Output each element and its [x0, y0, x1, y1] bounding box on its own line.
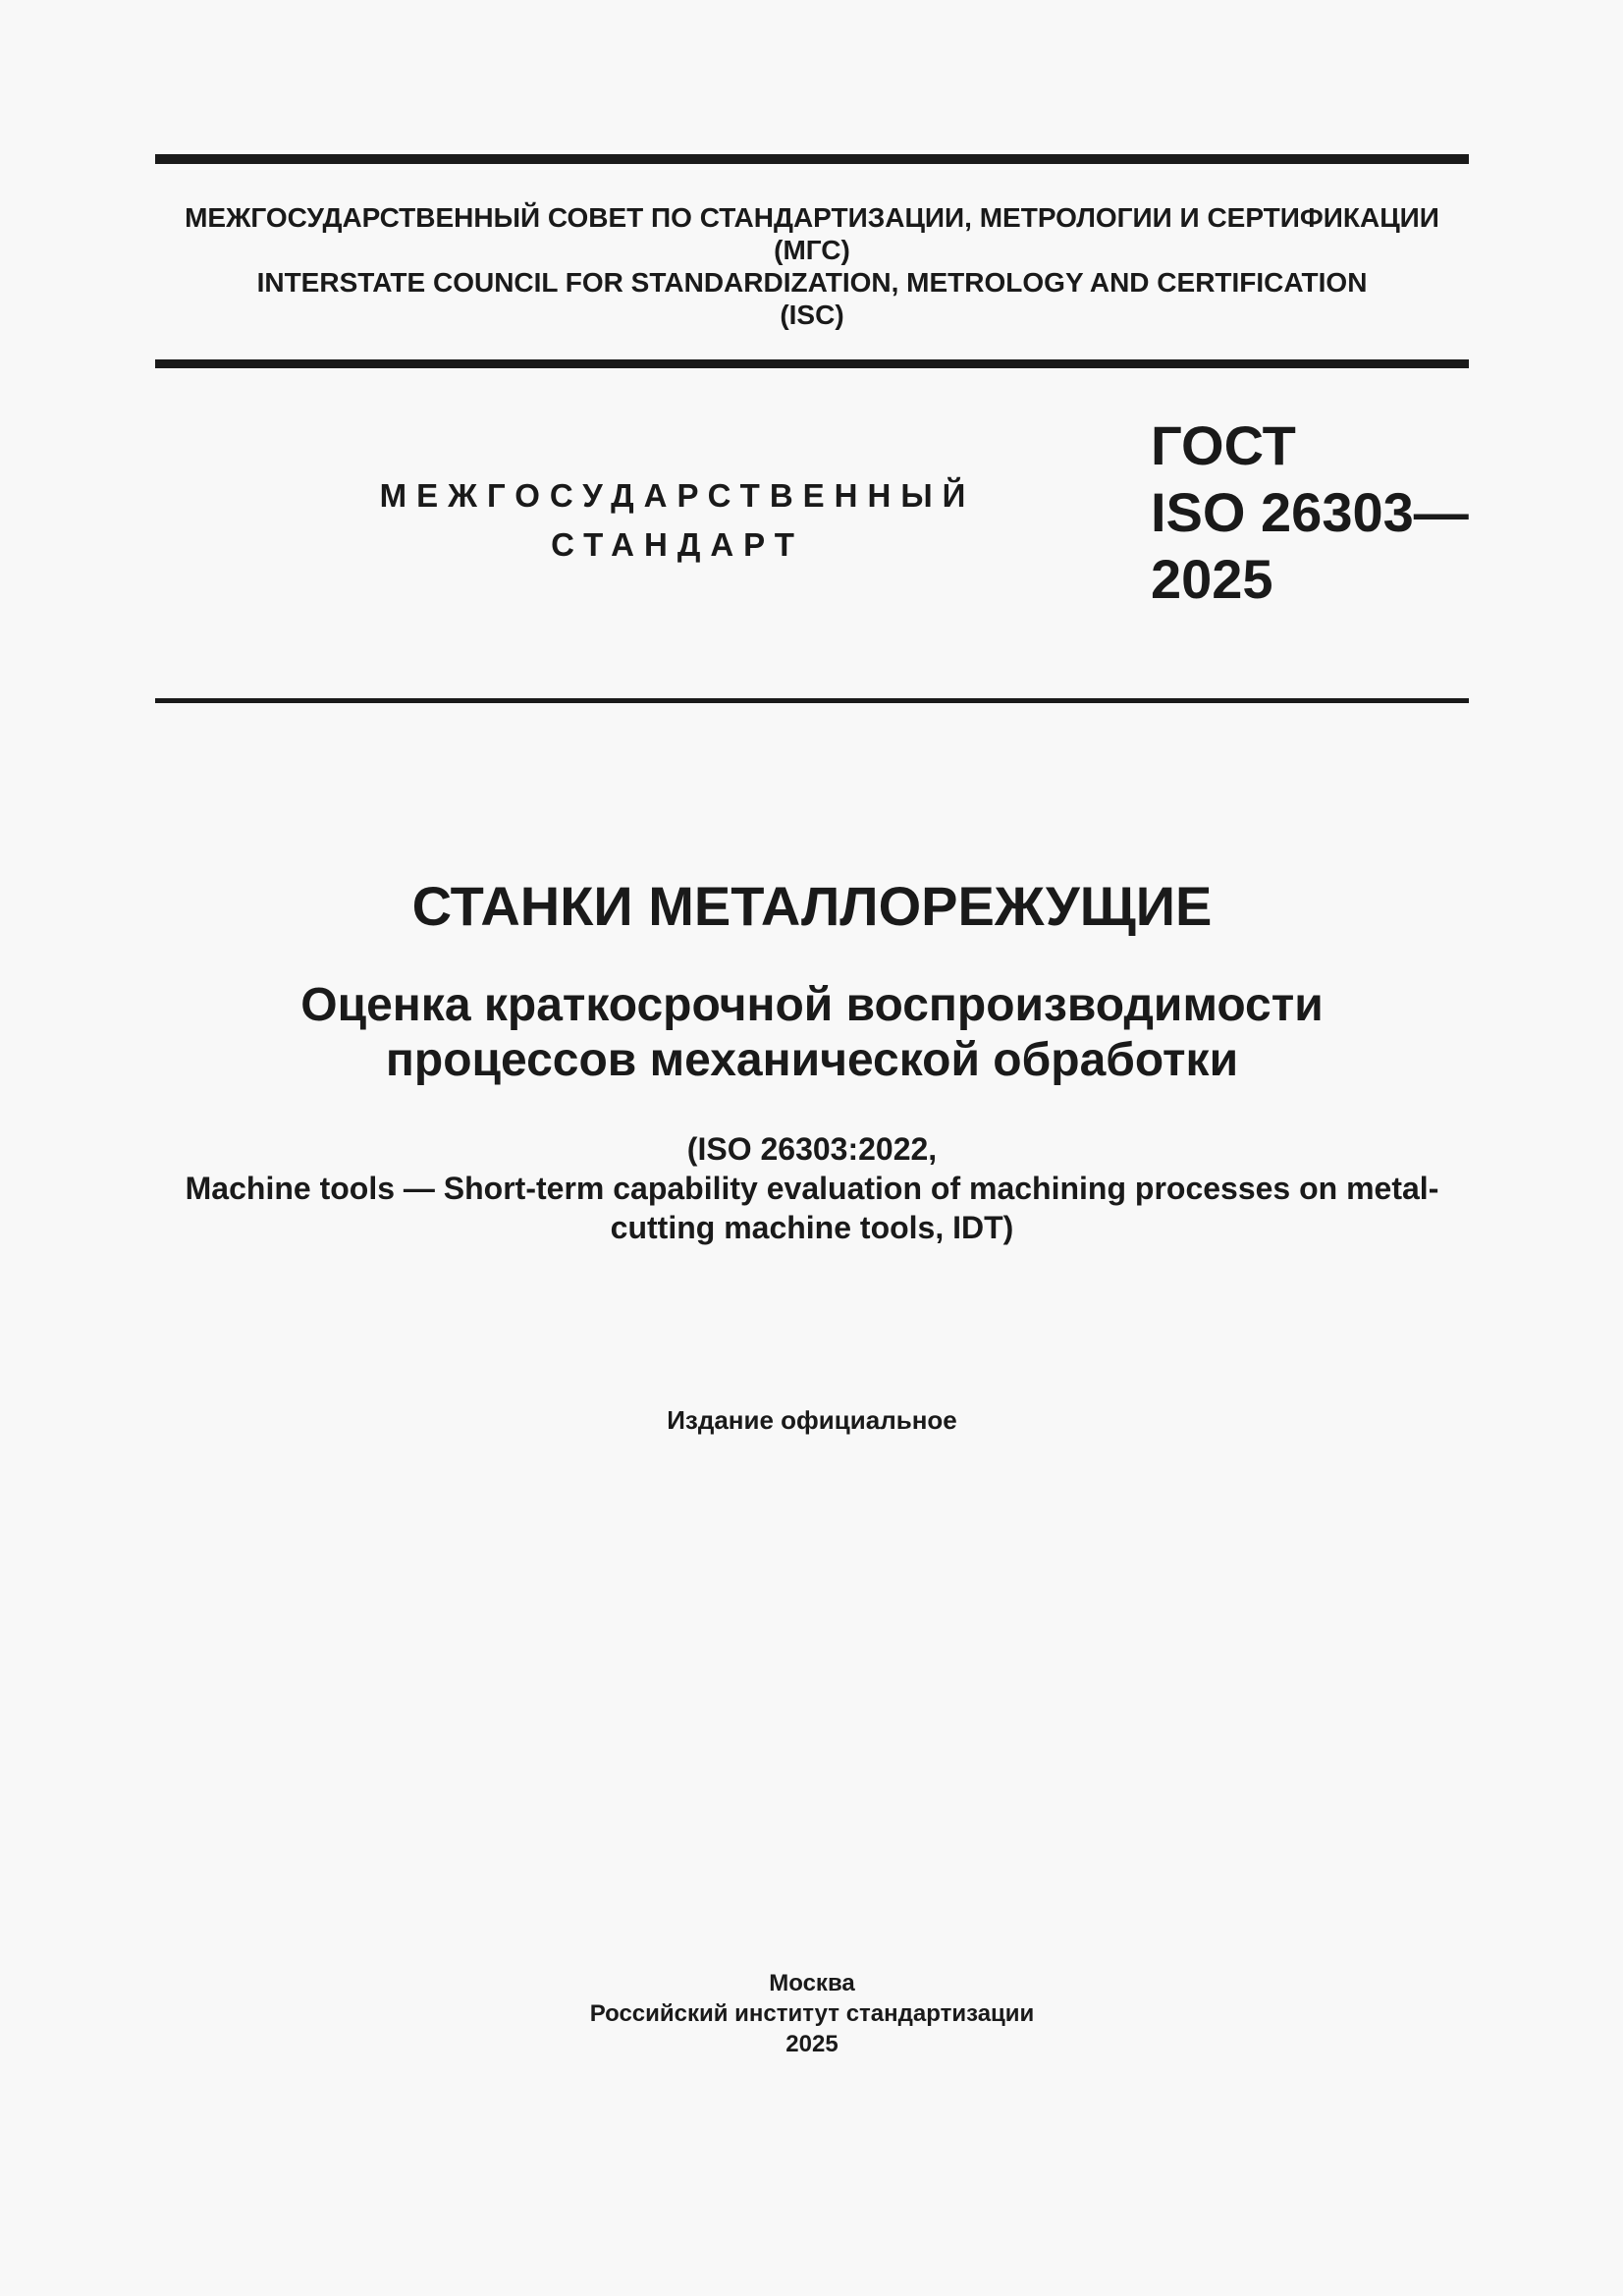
imprint-year: 2025 [785, 2031, 839, 2057]
middle-rule [155, 359, 1469, 368]
edition-note: Издание официальное [667, 1405, 957, 1435]
iso-reference-line1: (ISO 26303:2022, [686, 1131, 938, 1167]
iso-reference-line3: cutting machine tools, IDT) [610, 1210, 1014, 1245]
designation-prefix: ГОСТ [1151, 414, 1296, 476]
standard-designation [1151, 412, 1475, 613]
council-name-ru: МЕЖГОСУДАРСТВЕННЫЙ СОВЕТ ПО СТАНДАРТИЗАЦИИ, МЕТРОЛОГИИ И СЕРТИФИКАЦИИ [185, 202, 1439, 233]
lower-rule [155, 698, 1469, 703]
iso-reference [137, 1129, 1487, 1247]
iso-reference-line2: Machine tools — Short-term capability evaluation of machining processes on metal- [185, 1171, 1439, 1206]
council-header [155, 201, 1469, 331]
standard-type-line1: МЕЖГОСУДАРСТВЕННЫЙ [379, 477, 976, 514]
document-subtitle [155, 978, 1469, 1088]
designation-year: 2025 [1151, 548, 1273, 610]
council-abbr-ru: (МГС) [774, 235, 850, 265]
designation-number: ISO 26303— [1151, 481, 1469, 543]
council-abbr-en: (ISC) [780, 300, 844, 330]
council-name-en: INTERSTATE COUNCIL FOR STANDARDIZATION, METROLOGY AND CERTIFICATION [256, 267, 1368, 298]
top-rule [155, 154, 1469, 164]
subtitle-line2: процессов механической обработки [385, 1034, 1239, 1086]
imprint-city: Москва [769, 1970, 855, 1996]
imprint-publisher: Российский институт стандартизации [589, 2000, 1035, 2027]
imprint [155, 1968, 1469, 2059]
standard-type-line2: СТАНДАРТ [551, 526, 804, 563]
document-title: СТАНКИ МЕТАЛЛОРЕЖУЩИЕ [411, 875, 1213, 937]
subtitle-line1: Оценка краткосрочной воспроизводимости [300, 979, 1324, 1031]
standard-type [344, 471, 1011, 570]
